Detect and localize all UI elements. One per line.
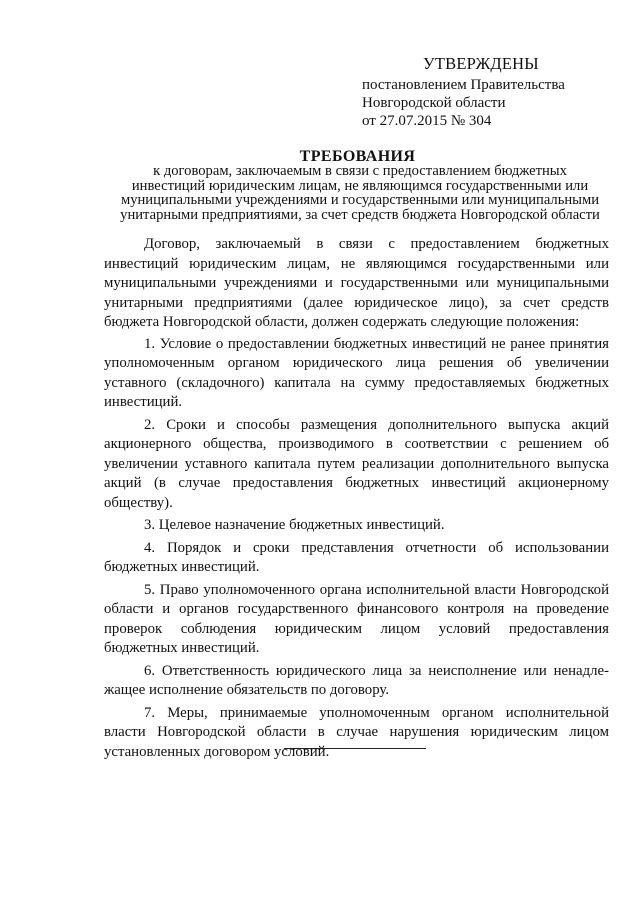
subtitle-line: муниципальными учреждениями и государственными или муниципальными (120, 192, 600, 208)
approval-line: Новгородской области (362, 95, 506, 111)
document-subtitle (100, 164, 620, 222)
requirement-item: 3. Целевое назначение бюджетных инвестиций. (144, 517, 445, 533)
requirement-item: 2. Сроки и способы размещения дополнительного выпуска акций акционерного общества, производимого в соответствии с решением об увеличении уставного капитала путем реализации дополнительного выпуска акций (в случае предоставления бюджетных инвестиций акционерному обществу). (104, 416, 609, 511)
requirement-item: 7. Меры, принимаемые уполномоченным органом исполнительной власти Новгородской области в случае нарушения юридическим лицом установленных договором условий. (104, 704, 609, 760)
end-divider (284, 748, 426, 749)
document-title: ТРЕБОВАНИЯ (299, 148, 416, 165)
approval-line: от 27.07.2015 № 304 (362, 113, 492, 129)
requirement-item: 4. Порядок и сроки представления отчетности об использовании бюджетных инвестиций. (104, 539, 609, 575)
approval-stamp (362, 55, 602, 130)
subtitle-line: унитарными предприятиями, за счет средств бюджета Новгородской области (120, 206, 600, 223)
requirement-item: 5. Право уполномоченного органа исполнительной власти Новгородской области и органов государственного финансового контроля на проведение проверок соблюдения юридическим лицом условий предоставления бюджетных инвестиций. (104, 581, 609, 656)
subtitle-line: инвестиций юридическим лицам, не являющимся государственными или (131, 177, 589, 194)
requirement-item: 1. Условие о предоставлении бюджетных инвестиций не ранее принятия уполномоченным органом юридического лица решения об увеличении уставного (складочного) капитала на сумму предоставляемых бюджетных инвестиций. (104, 335, 609, 410)
document-body (104, 235, 609, 765)
approval-title: УТВЕРЖДЕНЫ (423, 54, 539, 73)
approval-line: постановлением Правительства (362, 77, 565, 93)
subtitle-line: к договорам, заключаемым в связи с предоставлением бюджетных (153, 163, 567, 179)
intro-paragraph: Договор, заключаемый в связи с предоставлением бюджетных инвестиций юридическим лицам, не являющимся государственными или муниципальными учреждениями и государственными или муниципальными унитарными предприятиями (далее юридическое лицо), за счет средств бюджета Новгородской области, должен содержать следующие положения: (104, 236, 609, 330)
requirement-item: 6. Ответственность юридического лица за неисполнение или ненадле-жащее исполнение обязательств по договору. (104, 662, 609, 698)
